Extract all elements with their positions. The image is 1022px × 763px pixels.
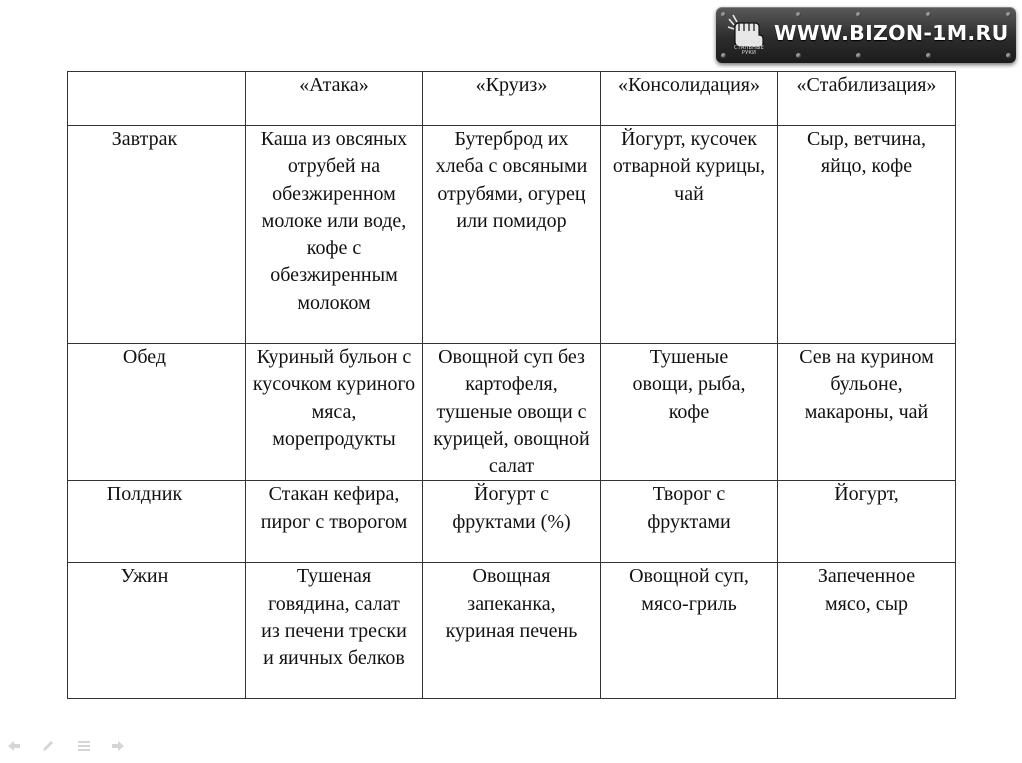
arrow-right-icon[interactable] <box>110 738 126 754</box>
site-url: WWW.BIZON-1M.RU <box>774 21 1009 45</box>
row-label-lunch: Обед <box>68 344 246 481</box>
table-cell <box>423 563 601 699</box>
pen-icon[interactable] <box>40 738 56 754</box>
table-cell <box>246 344 423 481</box>
site-watermark <box>716 7 1016 63</box>
menu-icon[interactable] <box>76 738 92 754</box>
logo-caption: СДЕЛАЙ СТАЛЬНЫЕ РУКИ <box>733 40 765 56</box>
arrow-left-icon[interactable] <box>6 738 22 754</box>
cell-text: Овощной суп без картофеля, тушеные овощи с курицей, овощной салат <box>433 346 590 478</box>
table-row <box>68 481 956 563</box>
rivet-decoration <box>856 12 861 17</box>
table-cell <box>246 126 423 344</box>
row-label-dinner: Ужин <box>68 563 246 699</box>
header-cell-consolidation: «Консолидация» <box>601 72 778 126</box>
table-cell <box>778 126 956 344</box>
table-cell <box>601 563 778 699</box>
table-row <box>68 344 956 481</box>
table-cell <box>423 126 601 344</box>
cell-text: Йогурт с фруктами (%) <box>452 483 571 533</box>
table-row <box>68 126 956 344</box>
header-cell-cruise: «Круиз» <box>423 72 601 126</box>
table-cell <box>423 481 601 563</box>
cell-text: Овощная запеканка, куриная печень <box>445 565 578 643</box>
table-cell <box>246 481 423 563</box>
table-cell <box>601 481 778 563</box>
rivet-decoration <box>856 53 861 58</box>
cell-text: Тушеные овощи, рыба, кофе <box>632 346 746 423</box>
rivet-decoration <box>1006 12 1011 17</box>
table-cell <box>423 344 601 481</box>
table-cell <box>778 481 956 563</box>
cell-text: Запеченное мясо, сыр <box>817 565 916 615</box>
cell-text: Стакан кефира, пирог с творогом <box>260 483 408 533</box>
diet-phases-table <box>67 71 956 699</box>
rivet-decoration <box>926 12 931 17</box>
cell-text: Тушеная говядина, салат из печени трески и яичных белков <box>261 565 407 670</box>
cell-text: Сев на курином бульоне, макароны, чай <box>799 346 934 423</box>
header-cell-stabilization: «Стабилизация» <box>778 72 956 126</box>
table-cell <box>778 344 956 481</box>
rivet-decoration <box>796 12 801 17</box>
cell-text: Каша из овсяных отрубей на обезжиренном молоке или воде, кофе с обезжиренным молоком <box>260 128 408 314</box>
cell-text: Творог с фруктами <box>647 483 731 533</box>
cell-text: Йогурт, кусочек отварной курицы, чай <box>612 128 766 205</box>
rivet-decoration <box>926 53 931 58</box>
table-cell <box>601 344 778 481</box>
row-label-afternoon-snack: Полдник <box>68 481 246 563</box>
row-label-breakfast: Завтрак <box>68 126 246 344</box>
cell-text: Йогурт, <box>834 483 899 506</box>
header-cell-attack: «Атака» <box>246 72 423 126</box>
table-row <box>68 563 956 699</box>
cell-text: Овощной суп, мясо-гриль <box>629 565 749 615</box>
table-cell <box>601 126 778 344</box>
table-cell <box>246 563 423 699</box>
cell-text: Куриный бульон с кусочком куриного мяса, морепродукты <box>252 346 416 450</box>
table-header-row <box>68 72 956 126</box>
cell-text: Сыр, ветчина, яйцо, кофе <box>806 128 927 178</box>
cell-text: Бутерброд их хлеба с овсяными отрубями, огурец или помидор <box>435 128 588 232</box>
table-cell <box>778 563 956 699</box>
rivet-decoration <box>1006 53 1011 58</box>
rivet-decoration <box>796 53 801 58</box>
header-cell-empty <box>68 72 246 126</box>
